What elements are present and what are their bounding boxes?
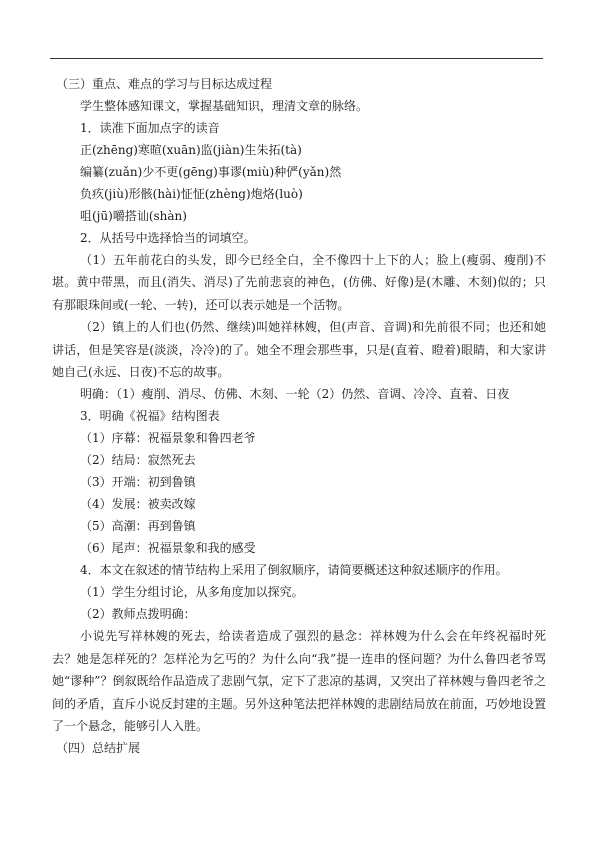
q3-structure-item: （3）开端：初到鲁镇 — [80, 475, 196, 490]
intro-text: 学生整体感知课文，掌握基础知识，理清文章的脉络。 — [80, 99, 369, 113]
q3-title: 3．明确《祝福》结构图表 — [80, 409, 220, 424]
document-body — [52, 73, 546, 759]
section4-heading: （四）总结扩展 — [56, 741, 141, 756]
q2-paragraph-2: （2）镇上的人们也(仍然、继续)叫她祥林嫂，但(声音、音调)和先前很不同；也还和她讲话，但是笑容是(淡淡，冷冷)的了。她全不理会那些事，只是(直着、瞪着)眼睛，和大家讲她自己(永远、日夜)不忘的故事。 — [52, 320, 546, 380]
q1-pronunciation-line: 咀(jū)嚼搭讪(shàn) — [80, 209, 187, 223]
q4-explanation: 小说先写祥林嫂的死去，给读者造成了强烈的悬念：祥林嫂为什么会在年终祝福时死去？她是怎样死的？怎样沦为乞丐的？为什么向“我”提一连串的怪问题？为什么鲁四老爷骂她“谬种”？倒叙既给作品造成了悲剧气氛，定下了悲凉的基调，又突出了祥林嫂与鲁四老爷之间的矛盾，直斥小说反封建的主题。另外这种笔法把祥林嫂的悲剧结局放在前面，巧妙地设置了一个悬念，能够引人入胜。 — [52, 629, 546, 734]
q4-step-2: （2）教师点拨明确： — [80, 607, 196, 622]
q2-paragraph-1: （1）五年前花白的头发，即今已经全白，全不像四十上下的人；脸上(瘦弱、瘦削)不堪。黄中带黑，而且(消失、消尽)了先前悲哀的神色，(仿佛、好像)是(木雕、木刻)似的；只有那眼珠间或(一轮、一转)，还可以表示她是一个活物。 — [52, 253, 546, 312]
q3-structure-item: （5）高潮：再到鲁镇 — [80, 519, 196, 534]
q1-pronunciation-line: 负疚(jiù)形骸(hài)怔怔(zhèng)炮烙(luò) — [80, 187, 303, 201]
q3-structure-item: （2）结局：寂然死去 — [80, 453, 196, 468]
q3-structure-item: （6）尾声：祝福景象和我的感受 — [80, 541, 256, 556]
q1-pronunciation-line: 正(zhēng)寒暄(xuān)监(jiàn)生朱拓(tà) — [80, 143, 302, 157]
section3-heading: （三）重点、难点的学习与目标达成过程 — [56, 77, 273, 91]
q3-structure-item: （4）发展：被卖改嫁 — [80, 497, 196, 512]
q3-structure-item: （1）序幕：祝福景象和鲁四老爷 — [80, 431, 256, 446]
q4-step-1: （1）学生分组讨论，从多角度加以探究。 — [80, 585, 304, 600]
q2-answer: 明确：（1）瘦削、消尽、仿佛、木刻、一轮（2）仍然、音调、冷冷、直着、日夜 — [80, 387, 510, 402]
header-rule — [50, 58, 543, 59]
q1-pronunciation-line: 编纂(zuǎn)少不更(gēng)事谬(miù)种俨(yǎn)然 — [80, 165, 342, 179]
q1-title: 1．读准下面加点字的读音 — [80, 121, 220, 135]
q2-title: 2．从括号中选择恰当的词填空。 — [80, 231, 256, 245]
q4-title: 4．本文在叙述的情节结构上采用了倒叙顺序，请简要概述这种叙述顺序的作用。 — [80, 563, 508, 578]
